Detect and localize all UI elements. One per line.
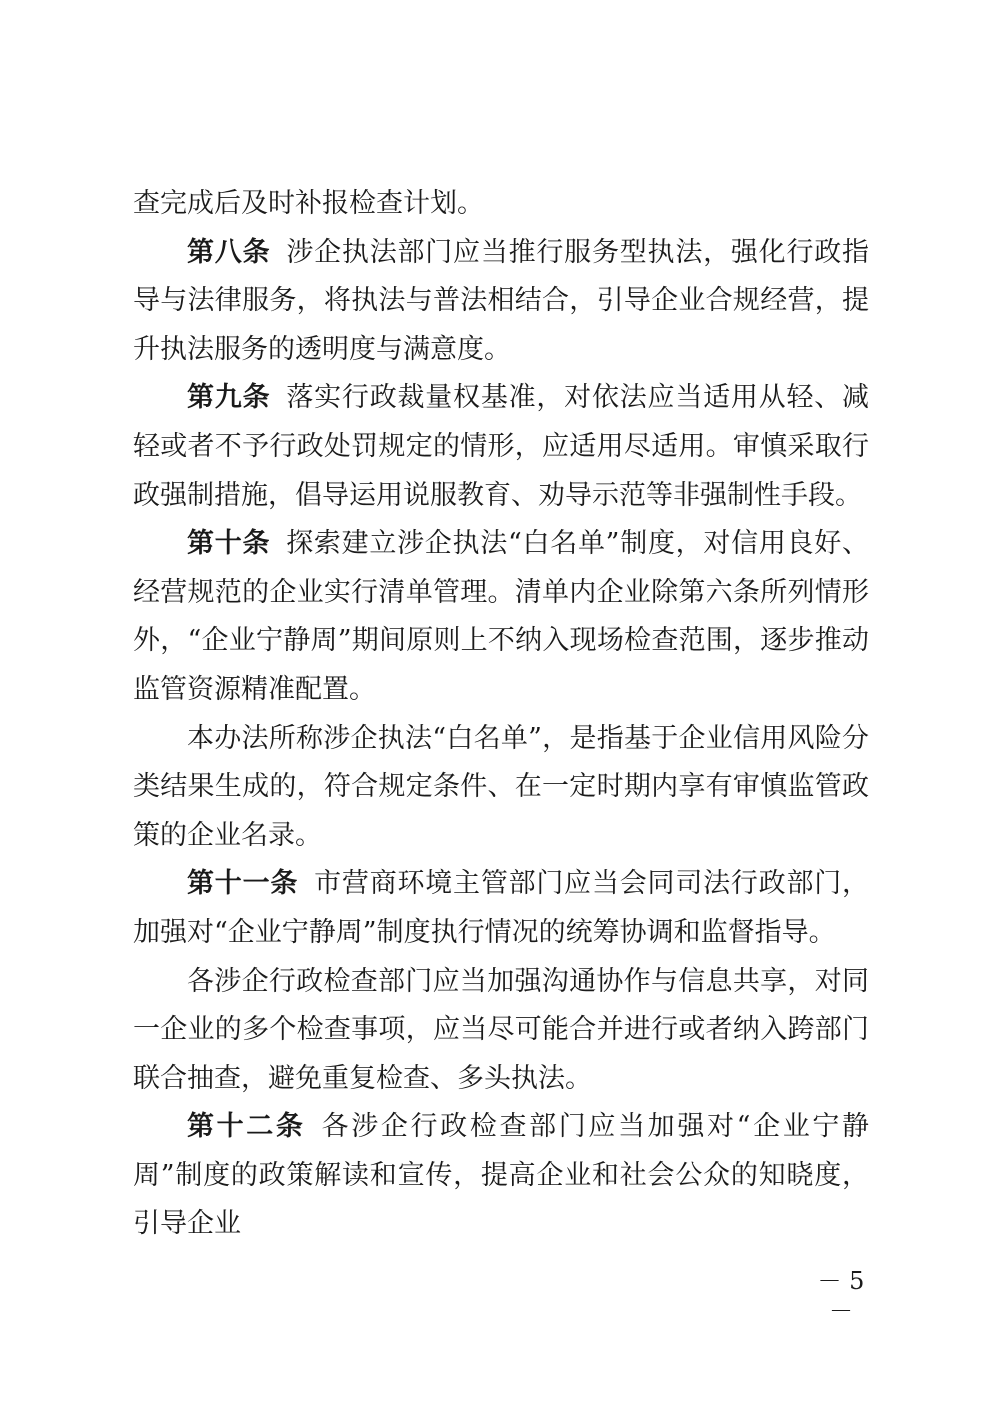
- paragraph-text: 本办法所称涉企执法“白名单”，是指基于企业信用风险分类结果生成的，符合规定条件、在一定时期内享有审慎监管政策的企业名录。: [133, 722, 869, 851]
- paragraph: [133, 229, 869, 375]
- paragraph-text: 市营商环境主管部门应当会同司法行政部门，加强对“企业宁静周”制度执行情况的统筹协调和监督指导。: [133, 868, 870, 948]
- paragraph-text: 落实行政裁量权基准，对依法应当适用从轻、减轻或者不予行政处罚规定的情形，应适用尽适用。审慎采取行政强制措施，倡导运用说服教育、劝导示范等非强制性手段。: [133, 382, 870, 511]
- paragraph-text: 涉企执法部门应当推行服务型执法，强化行政指导与法律服务，将执法与普法相结合，引导企业合规经营，提升执法服务的透明度与满意度。: [133, 236, 870, 365]
- article-label: 第九条: [187, 382, 271, 414]
- paragraph: [133, 1103, 869, 1249]
- document-body: [133, 180, 869, 1249]
- paragraph-text: 各涉企行政检查部门应当加强沟通协作与信息共享，对同一企业的多个检查事项，应当尽可能合并进行或者纳入跨部门联合抽查，避免重复检查、多头执法。: [133, 965, 869, 1094]
- paragraph-text: 各涉企行政检查部门应当加强对“企业宁静周”制度的政策解读和宣传，提高企业和社会公众的知晓度，引导企业: [133, 1111, 870, 1240]
- paragraph-text: 查完成后及时补报检查计划。: [133, 188, 484, 219]
- paragraph: [133, 374, 869, 520]
- paragraph: [133, 958, 869, 1104]
- paragraph: [133, 860, 869, 957]
- paragraph: [133, 520, 869, 714]
- paragraph-text: 探索建立涉企执法“白名单”制度，对信用良好、经营规范的企业实行清单管理。清单内企业除第六条所列情形外，“企业宁静周”期间原则上不纳入现场检查范围，逐步推动监管资源精准配置。: [133, 528, 870, 705]
- article-label: 第八条: [187, 236, 271, 268]
- article-label: 第十条: [187, 528, 271, 560]
- paragraph: [133, 715, 869, 861]
- article-label: 第十二条: [187, 1111, 306, 1143]
- page-number: － 5 －: [817, 1267, 865, 1325]
- paragraph: [133, 180, 869, 229]
- article-label: 第十一条: [187, 868, 299, 900]
